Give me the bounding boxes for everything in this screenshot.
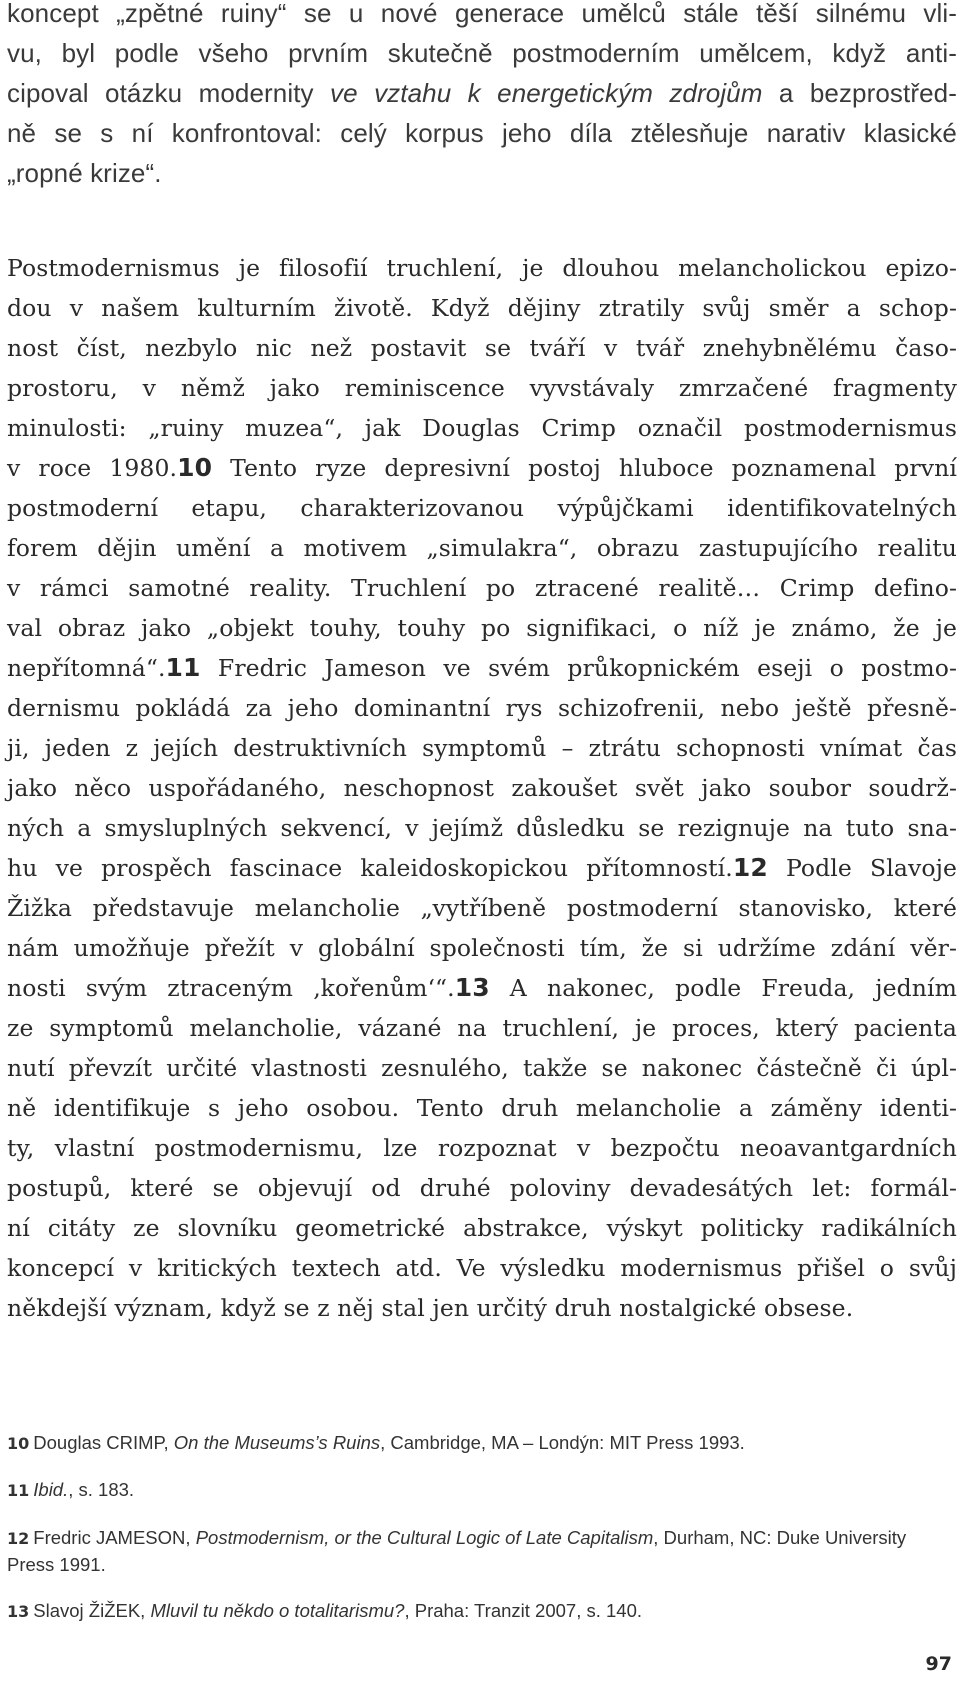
text-line: dernismu pokládá za jeho dominantní rys schizofrenii, nebo ještě přesně- (7, 694, 957, 722)
text-segment: cipoval otázku modernity (7, 78, 331, 108)
text-line: prostoru, v němž jako reminiscence vyvstávaly zmrzačené fragmenty (7, 374, 957, 402)
text-line (7, 448, 957, 488)
text-line: ně se s ní konfrontoval: celý korpus jeho díla ztělesňuje narativ klasické (7, 118, 957, 148)
footnote-title: Ibid. (33, 1479, 69, 1500)
text-line: vu, byl podle všeho prvním skutečně postmoderním umělcem, když anti- (7, 38, 957, 68)
text-line (7, 848, 957, 888)
text-line: nost číst, nezbylo nic než postavit se tváří v tvář znehybnělému časo- (7, 334, 957, 362)
text-line: minulosti: „ruiny muzea“, jak Douglas Crimp označil postmodernismus (7, 414, 957, 442)
text-line: nutí převzít určité vlastnosti zesnulého, takže se nakonec částečně či úpl- (7, 1054, 957, 1082)
text-line: koncepcí v kritických textech atd. Ve výsledku modernismus přišel o svůj (7, 1254, 957, 1282)
footnote-10 (7, 1430, 952, 1457)
footnote-11 (7, 1477, 952, 1504)
footnote-publication: , s. 183. (68, 1479, 135, 1500)
footnote-ref-13[interactable]: 13 (454, 973, 490, 1002)
text-segment: Tento ryze depresivní postoj hluboce poznamenal první (212, 454, 957, 482)
text-line: koncept „zpětné ruiny“ se u nové generace umělců stále těší silnému vli- (7, 0, 957, 28)
text-line: někdejší význam, když se z něj stal jen určitý druh nostalgické obsese. (7, 1294, 854, 1322)
footnote-author: Douglas CRIMP, (33, 1432, 174, 1453)
footnote-ref-10[interactable]: 10 (177, 453, 213, 482)
text-segment: nepřítomná“. (7, 654, 166, 682)
text-line: Postmodernismus je filosofií truchlení, je dlouhou melancholickou epizo- (7, 254, 957, 282)
footnote-publication: , Praha: Tranzit 2007, s. 140. (404, 1600, 643, 1621)
footnote-number: 12 (7, 1529, 30, 1548)
paragraph-2 (7, 248, 957, 1328)
text-segment: a bezprostřed- (762, 78, 957, 108)
text-line: val obraz jako „objekt touhy, touhy po signifikaci, o níž je známo, že je (7, 614, 957, 642)
text-segment: A nakonec, podle Freuda, jedním (489, 974, 957, 1002)
text-line (7, 73, 957, 113)
text-line: ji, jeden z jejích destruktivních symptomů – ztrátu schopnosti vnímat čas (7, 734, 957, 762)
text-line: dou v našem kulturním životě. Když dějiny ztratily svůj směr a schop- (7, 294, 957, 322)
footnote-author: Fredric JAMESON, (33, 1527, 196, 1548)
text-segment: Fredric Jameson ve svém průkopnickém eseji o postmo- (200, 654, 957, 682)
paragraph-1 (7, 0, 957, 193)
text-line: forem dějin umění a motivem „simulakra“, obrazu zastupujícího realitu (7, 534, 957, 562)
text-line: postmoderní etapu, charakterizovanou výpůjčkami identifikovatelných (7, 494, 957, 522)
text-line: nám umožňuje přežít v globální společnosti tím, že si udržíme zdání věr- (7, 934, 957, 962)
text-line: ze symptomů melancholie, vázané na truchlení, je proces, který pacienta (7, 1014, 957, 1042)
footnote-title: Mluvil tu někdo o totalitarismu? (150, 1600, 405, 1621)
footnote-author: Slavoj ŽiŽEK, (33, 1600, 151, 1621)
footnote-12 (7, 1525, 952, 1578)
text-line (7, 648, 957, 688)
text-segment: v roce 1980. (7, 454, 178, 482)
emphasis-text: ve vztahu k energetickým zdrojům (330, 78, 763, 108)
text-line: ní citáty ze slovníku geometrické abstrakce, výskyt politicky radikálních (7, 1214, 957, 1242)
text-line: v rámci samotné reality. Truchlení po ztracené realitě… Crimp defino- (7, 574, 957, 602)
footnote-publication: , Durham, NC: Duke University Press 1991. (7, 1527, 907, 1575)
text-line: ně identifikuje s jeho osobou. Tento druh melancholie a záměny identi- (7, 1094, 957, 1122)
text-line: Žižka představuje melancholie „vytříbeně postmoderní stanovisko, které (7, 894, 957, 922)
footnote-number: 13 (7, 1602, 30, 1621)
footnote-title: On the Museums’s Ruins (173, 1432, 381, 1453)
text-segment: hu ve prospěch fascinace kaleidoskopickou přítomností. (7, 854, 733, 882)
footnote-13 (7, 1598, 952, 1625)
text-line: jako něco uspořádaného, neschopnost zakoušet svět jako soubor soudrž- (7, 774, 957, 802)
text-line (7, 968, 957, 1008)
text-line: ty, vlastní postmodernismu, lze rozpoznat v bezpočtu neoavantgardních (7, 1134, 957, 1162)
footnote-title: Postmodernism, or the Cultural Logic of Late Capitalism (195, 1527, 654, 1548)
text-line: ných a smysluplných sekvencí, v jejímž důsledku se rezignuje na tuto sna- (7, 814, 957, 842)
footnote-ref-11[interactable]: 11 (165, 653, 201, 682)
footnote-publication: , Cambridge, MA – Londýn: MIT Press 1993. (380, 1432, 745, 1453)
footnote-ref-12[interactable]: 12 (732, 853, 768, 882)
text-line: postupů, které se objevují od druhé poloviny devadesátých let: formál- (7, 1174, 957, 1202)
text-segment: nosti svým ztraceným ‚kořenům‘“. (7, 974, 455, 1002)
text-line: „ropné krize“. (7, 158, 162, 188)
page-number: 97 (925, 1653, 952, 1675)
footnote-number: 10 (7, 1434, 30, 1453)
text-segment: Podle Slavoje (767, 854, 957, 882)
footnote-number: 11 (7, 1481, 30, 1500)
